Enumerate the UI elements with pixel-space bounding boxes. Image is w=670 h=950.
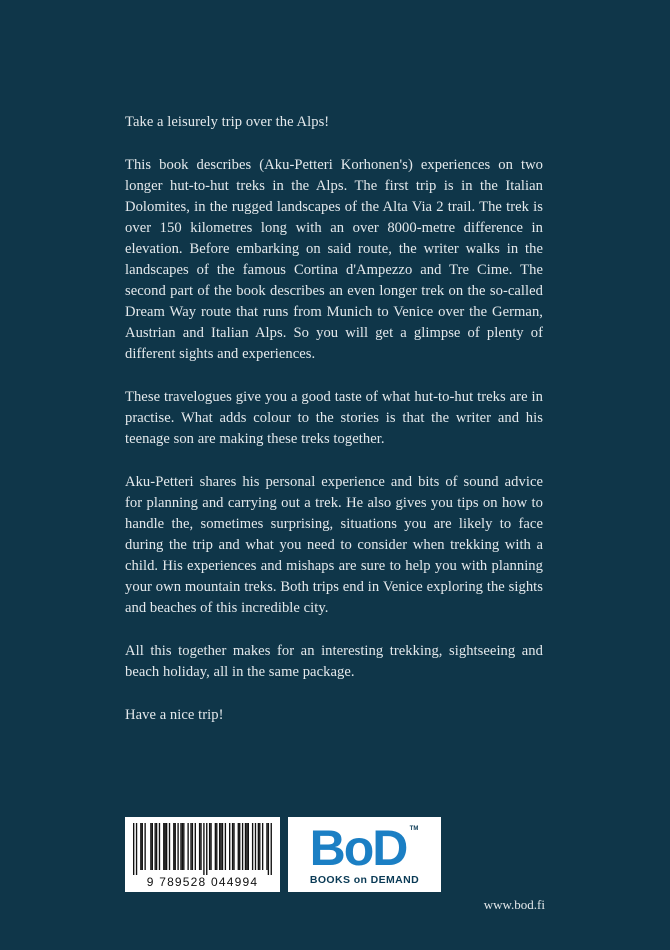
barcode-digits: 9 789528 044994: [146, 875, 259, 889]
blurb-paragraph-description: This book describes (Aku-Petteri Korhonen's) experiences on two longer hut-to-hut treks in the Alps. The first trip is in the Italian Dolomites, in the rugged landscapes of the Alta Via 2 trail. The trek is over 150 kilometres long with an over 8000-metre difference in elevation. Before embarking on said route, the writer walks in the landscapes of the famous Cortina d'Ampezzo and Tre Cime. The second part of the book describes an even longer trek on the so-called Dream Way route that runs from Munich to Venice over the German, Austrian and Italian Alps. So you will get a glimpse of plenty of different sights and experiences.: [125, 157, 543, 362]
bod-tagline: BOOKS on DEMAND: [309, 874, 420, 886]
publisher-logo: [288, 817, 441, 892]
bod-logo-mark: [310, 821, 420, 871]
blurb-closing: Have a nice trip!: [125, 707, 224, 723]
blurb-intro: Take a leisurely trip over the Alps!: [125, 114, 330, 130]
publisher-website[interactable]: www.bod.fi: [483, 897, 545, 912]
cover-blurb: [125, 112, 543, 748]
trademark-symbol: TM: [409, 826, 419, 832]
bod-logo-letters: BoD: [310, 821, 407, 871]
isbn-barcode: [125, 817, 280, 892]
barcode-bars-graphic: [133, 823, 272, 875]
blurb-paragraph-advice: Aku-Petteri shares his personal experience and bits of sound advice for planning and carrying out a trek. He also gives you tips on how to handle the, sometimes surprising, situations you are likely to face during the trip and what you need to consider when trekking with a child. His experiences and mishaps are sure to help you with planning your own mountain treks. Both trips end in Venice exploring the sights and beaches of this incredible city.: [125, 474, 543, 616]
blurb-paragraph-summary: All this together makes for an interesting trekking, sightseeing and beach holiday, all in the same package.: [125, 643, 543, 680]
blurb-paragraph-travelogues: These travelogues give you a good taste of what hut-to-hut treks are in practise. What adds colour to the stories is that the writer and his teenage son are making these treks together.: [125, 389, 543, 447]
